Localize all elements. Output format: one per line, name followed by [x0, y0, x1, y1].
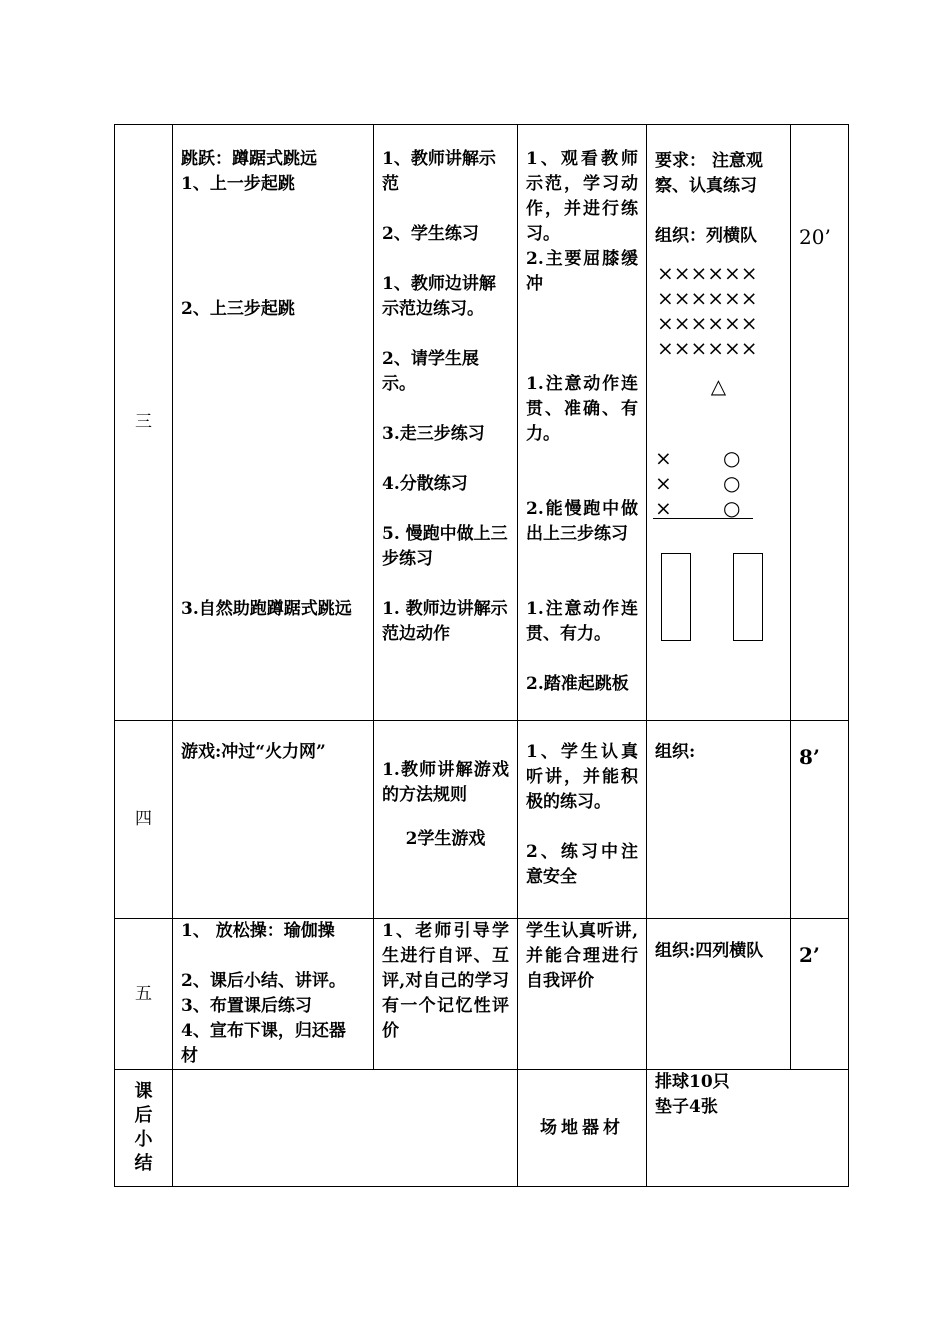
organization-text: 组织：列横队 — [655, 226, 757, 246]
teacher-step: 5. 慢跑中做上三步练习 — [382, 524, 508, 569]
mat-rectangle-icon — [661, 553, 691, 641]
content-title: 跳跃：蹲踞式跳远 — [181, 149, 317, 169]
equipment-item: 排球10只 — [655, 1072, 730, 1092]
student-x-icon: × — [655, 471, 672, 495]
student-step: 2.踏准起跳板 — [526, 674, 629, 694]
teacher-step: 1. 教师边讲解示范边动作 — [382, 599, 508, 644]
student-step: 2.能慢跑中做出上三步练习 — [526, 499, 638, 544]
student-step: 1.注意动作连贯、准确、有力。 — [526, 374, 638, 444]
teacher-step: 4.分散练习 — [382, 474, 468, 494]
student-x-icon: × — [655, 496, 672, 520]
time-cell — [791, 919, 849, 1070]
mats-diagram — [647, 553, 790, 643]
student-step: 1.注意动作连贯、有力。 — [526, 599, 638, 644]
content-title: 游戏:冲过“火力网” — [181, 742, 326, 762]
formation-row: ×××××× — [657, 286, 758, 310]
mat-rectangle-icon — [733, 553, 763, 641]
section-3-row — [115, 125, 849, 721]
time-cell — [791, 721, 849, 919]
student-step: 1、观看教师示范，学习动作，并进行练习。 — [526, 149, 638, 244]
circle-marker-icon: ○ — [723, 496, 741, 520]
formation-row: ×××××× — [657, 261, 758, 285]
student-step: 2、练习中注意安全 — [526, 842, 638, 887]
student-step: 2.主要屈膝缓冲 — [526, 249, 638, 294]
content-item: 3.自然助跑蹲踞式跳远 — [181, 599, 352, 619]
content-item: 2、课后小结、讲评。 — [181, 971, 346, 991]
student-activity-cell — [518, 721, 647, 919]
summary-label-char: 后 — [134, 1104, 153, 1126]
teacher-step: 1.教师讲解游戏的方法规则 — [382, 760, 509, 805]
section-number: 四 — [115, 721, 173, 919]
teacher-activity-cell — [374, 919, 518, 1070]
section-4-row — [115, 721, 849, 919]
circle-marker-icon: ○ — [723, 446, 741, 470]
organization-cell — [647, 919, 791, 1070]
content-cell — [173, 919, 374, 1070]
summary-label-char: 小 — [134, 1128, 153, 1150]
teacher-activity-cell — [374, 721, 518, 919]
teacher-step: 1、老师引导学生进行自评、互评,对自己的学习有一个记忆性评价 — [382, 921, 509, 1041]
section-number: 五 — [115, 919, 173, 1070]
student-x-icon: × — [655, 446, 672, 470]
organization-cell — [647, 721, 791, 919]
teacher-step: 1、教师边讲解示范边练习。 — [382, 274, 496, 319]
summary-label-char: 课 — [134, 1080, 153, 1102]
content-item: 3、布置课后练习 — [181, 996, 312, 1016]
time-value: 2’ — [799, 943, 820, 967]
summary-content-cell — [173, 1070, 518, 1187]
formation-row: ×××××× — [657, 311, 758, 335]
circle-marker-icon: ○ — [723, 471, 741, 495]
time-cell — [791, 125, 849, 721]
equipment-label: 场地器材 — [518, 1070, 647, 1187]
summary-label-cell — [115, 1070, 173, 1187]
equipment-cell — [647, 1070, 849, 1187]
teacher-step: 2、学生练习 — [382, 224, 479, 244]
teacher-triangle-icon: △ — [710, 374, 727, 398]
student-step: 学生认真听讲,并能合理进行自我评价 — [526, 921, 638, 991]
content-item: 1、 放松操：瑜伽操 — [181, 921, 335, 941]
organization-text: 组织:四列横队 — [655, 941, 764, 961]
section-5-row — [115, 919, 849, 1070]
content-item: 2、上三步起跳 — [181, 299, 295, 319]
content-item: 4、宣布下课，归还器材 — [181, 1021, 346, 1066]
content-item: 1、上一步起跳 — [181, 174, 295, 194]
teacher-step: 1、教师讲解示范 — [382, 149, 496, 194]
teacher-activity-cell — [374, 125, 518, 721]
student-step: 1、学生认真听讲，并能积极的练习。 — [526, 742, 638, 812]
time-value: 20’ — [799, 225, 831, 249]
content-cell — [173, 125, 374, 721]
teacher-step: 2学生游戏 — [405, 829, 486, 849]
organization-cell — [647, 125, 791, 721]
requirement-text: 要求： 注意观察、认真练习 — [655, 151, 763, 196]
time-value: 8’ — [799, 745, 820, 769]
section-number: 三 — [115, 125, 173, 721]
student-activity-cell — [518, 919, 647, 1070]
organization-text: 组织: — [655, 742, 696, 762]
summary-label-char: 结 — [134, 1152, 153, 1174]
teacher-step: 2、请学生展示。 — [382, 349, 479, 394]
summary-row — [115, 1070, 849, 1187]
formation-row: ×××××× — [657, 336, 758, 360]
lesson-plan-table — [114, 124, 849, 1187]
equipment-item: 垫子4张 — [655, 1097, 718, 1117]
student-activity-cell — [518, 125, 647, 721]
teacher-step: 3.走三步练习 — [382, 424, 485, 444]
content-cell — [173, 721, 374, 919]
